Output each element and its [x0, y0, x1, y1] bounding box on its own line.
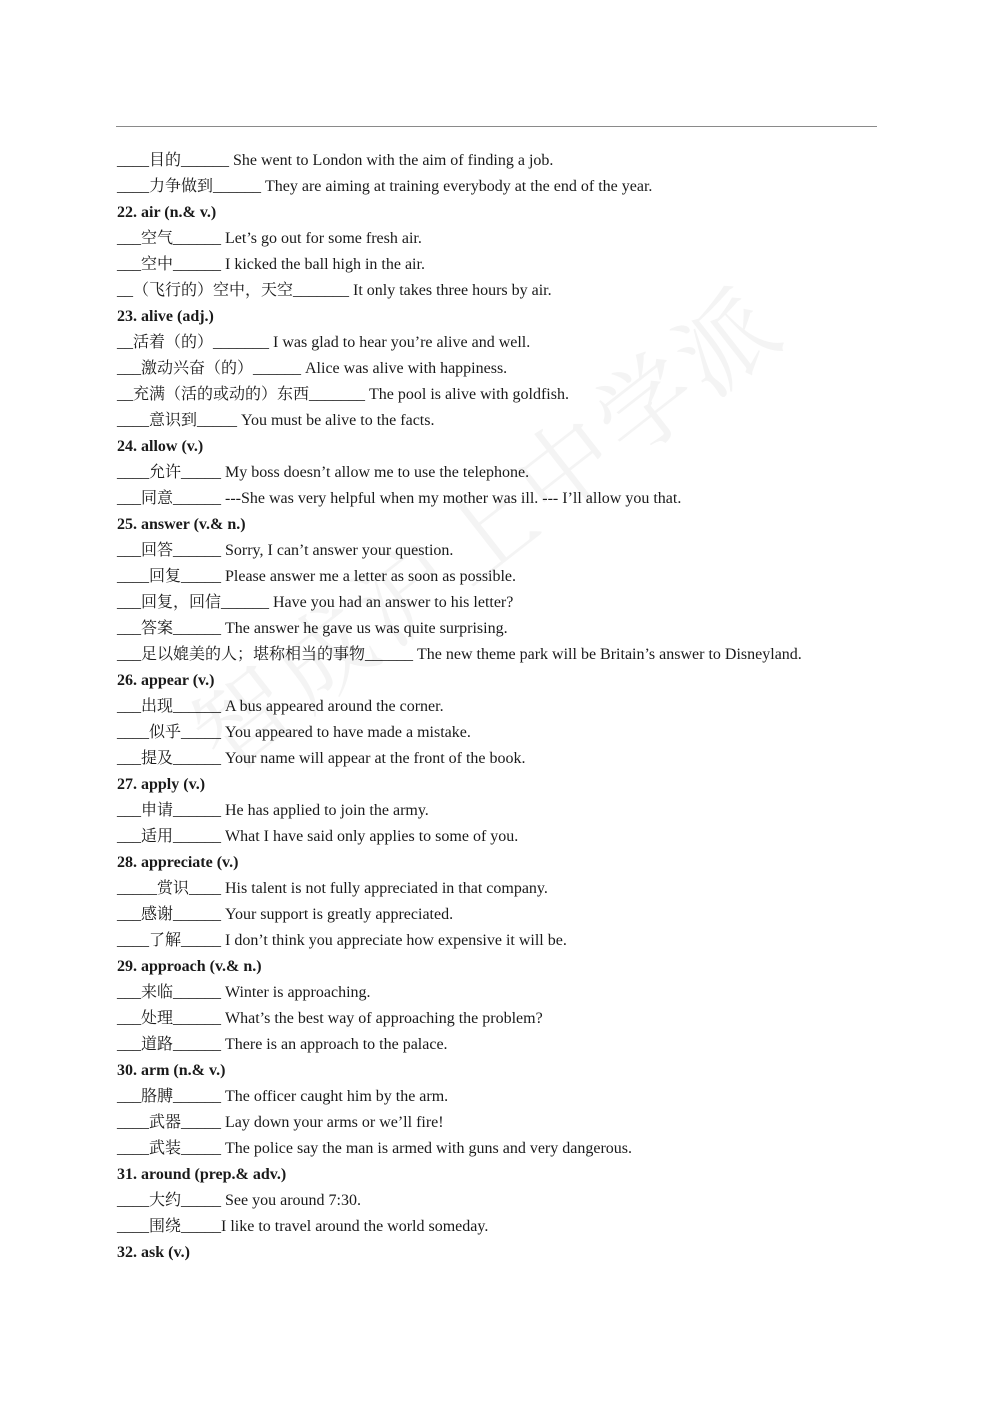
- entry-line: ___适用______ What I have said only applies to some of you.: [117, 828, 519, 845]
- entry-line: ____围绕_____I like to travel around the world someday.: [117, 1218, 489, 1235]
- entry-line: ___同意______ ---She was very helpful when my mother was ill. --- I’ll allow you that.: [117, 490, 682, 507]
- entry-line: __充满（活的或动的）东西_______ The pool is alive with goldfish.: [117, 386, 569, 403]
- entry-line: ___来临______ Winter is approaching.: [117, 984, 371, 1001]
- word-heading: 28. appreciate (v.): [117, 854, 239, 871]
- entry-line: ____目的______ She went to London with the aim of finding a job.: [117, 152, 554, 169]
- header-rule: [116, 126, 877, 127]
- word-heading: 30. arm (n.& v.): [117, 1062, 226, 1079]
- entry-line: _____赏识____ His talent is not fully appreciated in that company.: [117, 880, 548, 897]
- entry-line: ___胳膊______ The officer caught him by the arm.: [117, 1088, 449, 1105]
- entry-line: ____力争做到______ They are aiming at training everybody at the end of the year.: [117, 178, 653, 195]
- entry-line: ___回答______ Sorry, I can’t answer your question.: [117, 542, 454, 559]
- entry-line: ____回复_____ Please answer me a letter as soon as possible.: [117, 568, 517, 585]
- word-heading: 23. alive (adj.): [117, 308, 214, 325]
- entry-line: ____允许_____ My boss doesn’t allow me to use the telephone.: [117, 464, 530, 481]
- word-heading: 29. approach (v.& n.): [117, 958, 262, 975]
- word-heading: 25. answer (v.& n.): [117, 516, 246, 533]
- entry-line: ___空中______ I kicked the ball high in the air.: [117, 256, 425, 273]
- word-heading: 32. ask (v.): [117, 1244, 190, 1261]
- entry-line: ___答案______ The answer he gave us was quite surprising.: [117, 620, 508, 637]
- entry-line: ___申请______ He has applied to join the army.: [117, 802, 429, 819]
- entry-line: ____武装_____ The police say the man is armed with guns and very dangerous.: [117, 1140, 633, 1157]
- entry-line: ___回复，回信______ Have you had an answer to his letter?: [117, 594, 514, 611]
- entry-line: __活着（的）_______ I was glad to hear you’re alive and well.: [117, 334, 531, 351]
- entry-line: ___感谢______ Your support is greatly appreciated.: [117, 906, 454, 923]
- entry-line: __（飞行的）空中，天空_______ It only takes three hours by air.: [117, 282, 552, 299]
- word-heading: 22. air (n.& v.): [117, 204, 217, 221]
- entry-line: ___处理______ What’s the best way of approaching the problem?: [117, 1010, 543, 1027]
- entry-line: ____武器_____ Lay down your arms or we’ll fire!: [117, 1114, 444, 1131]
- entry-line: ____似乎_____ You appeared to have made a mistake.: [117, 724, 471, 741]
- entry-line: ___出现______ A bus appeared around the corner.: [117, 698, 444, 715]
- entry-line: ___空气______ Let’s go out for some fresh air.: [117, 230, 422, 247]
- entry-line: ____了解_____ I don’t think you appreciate how expensive it will be.: [117, 932, 567, 949]
- word-heading: 26. appear (v.): [117, 672, 215, 689]
- entry-line: ____意识到_____ You must be alive to the facts.: [117, 412, 435, 429]
- word-heading: 27. apply (v.): [117, 776, 206, 793]
- entry-line: ___足以媲美的人；堪称相当的事物______ The new theme park will be Britain’s answer to Disneyland.: [117, 646, 802, 663]
- word-heading: 24. allow (v.): [117, 438, 204, 455]
- entry-line: ____大约_____ See you around 7:30.: [117, 1192, 361, 1209]
- entry-line: ___提及______ Your name will appear at the front of the book.: [117, 750, 526, 767]
- entry-line: ___道路______ There is an approach to the palace.: [117, 1036, 448, 1053]
- word-heading: 31. around (prep.& adv.): [117, 1166, 287, 1183]
- entry-line: ___激动兴奋（的）______ Alice was alive with happiness.: [117, 360, 508, 377]
- vocabulary-list: [117, 148, 887, 1266]
